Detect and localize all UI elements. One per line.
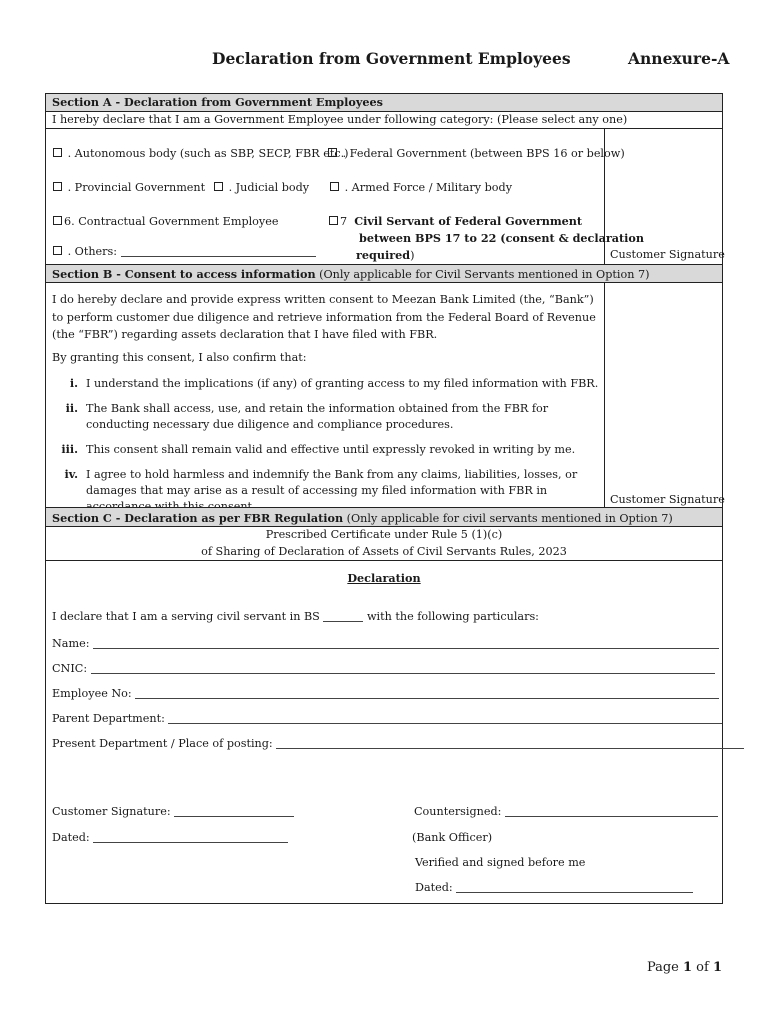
option-civil-servant[interactable]: 7 Civil Servant of Federal Government [329,214,582,229]
consent-item: iv. I agree to hold harmless and indemnify the Bank from any claims, liabilities, losses, or damages that may arise as a result of accessing my filed information with FBR in [64,467,578,497]
customer-signature-field: Customer Signature: [52,804,294,819]
option-armed[interactable]: . Armed Force / Military body [330,180,512,195]
consent-paragraph: I do hereby declare and provide express written consent to Meezan Bank Limited (the, “Bank”) to perform customer due diligence and retrieve information from the Federal Board of Revenue (the “FBR”) regarding assets declaration that I have filed with FBR. [52,293,596,341]
certificate-line2: of Sharing of Declaration of Assets of Civil Servants Rules, 2023 [201,545,567,558]
checkbox-icon[interactable] [53,216,62,225]
option-civil-servant-line3: required) [356,248,415,262]
present-dept-field: Present Department / Place of posting: [52,736,744,751]
section-b-signature-label: Customer Signature [610,493,725,506]
option-judicial[interactable]: . Judicial body [214,180,309,195]
countersigned-field: Countersigned: [414,804,718,819]
dated-input[interactable] [93,831,288,843]
present-dept-input[interactable] [276,737,744,749]
option-others[interactable]: . Others: [53,244,316,259]
divider [46,128,722,129]
bs-input[interactable] [323,610,363,622]
countersigned-input[interactable] [505,805,718,817]
option-civil-servant-line2: between BPS 17 to 22 (consent & declaration [359,231,645,245]
option-provincial[interactable]: . Provincial Government [53,180,205,195]
cnic-input[interactable] [91,662,715,674]
divider [46,560,722,561]
option-autonomous[interactable]: . Autonomous body (such as SBP, SECP, FBR etc.) [53,146,349,161]
checkbox-icon[interactable] [53,182,62,191]
section-c-header: Section C - Declaration as per FBR Regulation (Only applicable for civil servants mentioned in Option 7) [46,507,722,527]
checkbox-icon[interactable] [53,246,62,255]
declaration-title: Declaration [347,571,421,585]
checkbox-icon[interactable] [214,182,223,191]
section-a-instruction: I hereby declare that I am a Government Employee under following category: (Please select any one) [52,113,628,126]
name-field: Name: [52,636,719,651]
customer-signature-input[interactable] [174,805,294,817]
consent-intro: By granting this consent, I also confirm that: [52,351,307,364]
page-title: Declaration from Government Employees [212,49,571,68]
option-contractual[interactable]: 6. Contractual Government Employee [53,214,278,229]
employee-no-input[interactable] [135,687,719,699]
consent-item: iii. This consent shall remain valid and effective until expressly revoked in writing by me. [61,442,576,456]
employee-no-field: Employee No: [52,686,719,701]
checkbox-icon[interactable] [330,182,339,191]
others-input[interactable] [121,245,316,257]
checkbox-icon[interactable] [328,148,337,157]
cnic-field: CNIC: [52,661,715,676]
section-a-header [46,94,722,112]
section-c-heading: Section C - Declaration as per FBR Regulation [52,511,344,525]
verified-label: Verified and signed before me [415,856,586,869]
option-federal[interactable]: . Federal Government (between BPS 16 or below) [328,146,625,161]
checkbox-icon[interactable] [329,216,338,225]
declare-statement: I declare that I am a serving civil servant in BS with the following particulars: [52,610,539,623]
certificate-line1: Prescribed Certificate under Rule 5 (1)(c) [265,528,503,541]
annexure-label: Annexure-A [628,49,730,68]
page-number: Page 1 of 1 [646,960,722,975]
dated-field: Dated: [52,830,288,845]
section-b-header: Section B - Consent to access information (Only applicable for Civil Servants mentioned in Option 7) [46,264,722,283]
section-a-heading: Section A - Declaration from Government Employees [52,95,383,109]
bank-officer-label: (Bank Officer) [412,831,493,844]
parent-dept-input[interactable] [168,712,722,724]
parent-dept-field: Parent Department: [52,711,722,726]
consent-item: ii. The Bank shall access, use, and retain the information obtained from the FBR for conducting necessary due diligence and compliance procedures. [65,401,549,431]
dated2-input[interactable] [456,881,693,893]
name-input[interactable] [93,637,719,649]
checkbox-icon[interactable] [53,148,62,157]
section-b-heading: Section B - Consent to access information [52,267,316,281]
form-frame [45,93,723,904]
section-a-signature-label: Customer Signature [610,248,725,261]
consent-item: i. I understand the implications (if any) of granting access to my filed information with FBR. [69,376,599,390]
dated2-field: Dated: [415,880,693,895]
